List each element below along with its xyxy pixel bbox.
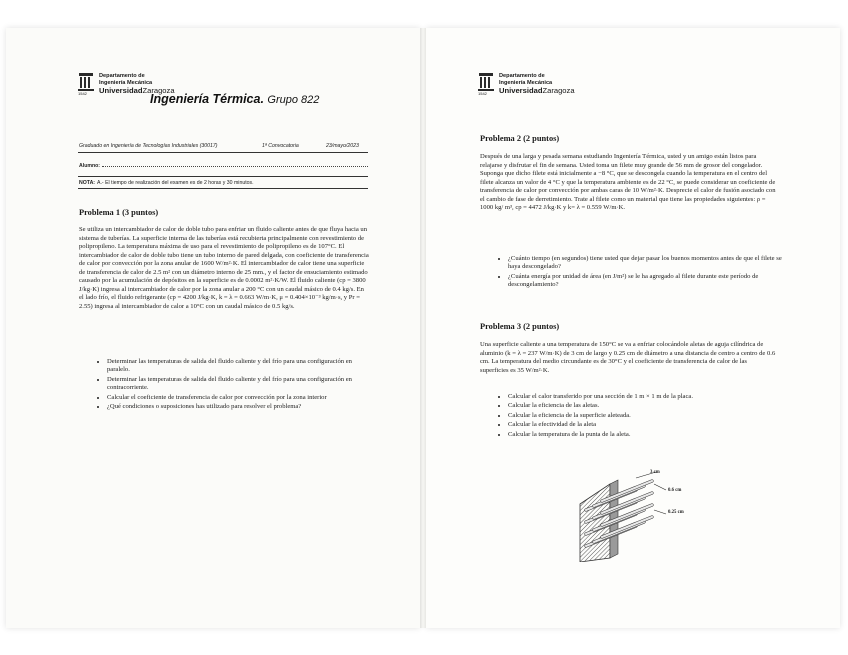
dept-name-line2: Ingeniería Mecánica [99, 79, 153, 86]
page-fold [420, 28, 426, 628]
list-item: • Calcular la eficiencia de la superficie aleteada. [508, 412, 784, 420]
pin-fin-figure [578, 470, 708, 562]
univ-name: Universidad [99, 85, 143, 95]
list-item: • ¿Qué condiciones o suposiciones has utilizado para resolver el problema? [107, 403, 371, 411]
univ-city: Zaragoza [542, 85, 575, 95]
header-rule [78, 152, 368, 153]
list-item: • Calcular la eficiencia de las aletas. [508, 402, 784, 410]
problem2-heading: Problema 2 (2 puntos) [480, 134, 560, 143]
student-label: Alumno: [79, 163, 101, 169]
exam-title: Ingeniería Térmica. Grupo 822 [150, 92, 320, 106]
problem3-heading: Problema 3 (2 puntos) [480, 322, 560, 331]
univ-name: Universidad [499, 85, 543, 95]
dept-name-line1: Departamento de [99, 73, 145, 80]
note-text: A.- El tiempo de realización del examen es de 2 horas y 30 minutos. [97, 180, 254, 186]
problem3-questions [494, 393, 784, 440]
list-item: • Determinar las temperaturas de salida del fluido caliente y del frío para una configuración en paralelo. [107, 358, 371, 375]
problem3-text: Una superficie caliente a una temperatura de 150°C se va a enfriar colocándole aletas de aguja cilíndrica de aluminio (k = λ = 237 W/m·K) de 3 cm de largo y 0.25 cm de diámetro a una distancia de centro a centro de 0.6 cm. La temperatura del medio circundante es de 30°C y el coeficiente de transferencia de calor de las superficies es 35 W/m²·K. [480, 341, 776, 374]
exam-group: Grupo 822 [267, 94, 320, 106]
note-rule [78, 188, 368, 189]
date-line: 23/mayo/2023 [326, 143, 359, 149]
pin-fin-illustration [578, 470, 708, 562]
problem1-questions [93, 358, 371, 412]
univ-city: Zaragoza [142, 85, 175, 95]
list-item: • Calcular la temperatura de la punta de la aleta. [508, 431, 784, 439]
problem2-text: Después de una larga y pesada semana estudiando Ingeniería Térmica, usted y un amigo están listos para relajarse y disfrutar el fin de semana. Usted toma un filete muy grande de 56 mm de grosor del congelador. Suponga que dicho filete está inicialmente a −8 °C, que se descongela cuando la temperatura en el centro del filete alcanza un valor de 4 °C y que la temperatura ambiente es de 22 °C, se puede considerar un coeficiente de transferencia de calor por convección por ambas caras de 10 W/m²·K. Desprecie el calor de fusión asociado con el cambio de fase de derretimiento. Trate al filete como un material que tiene las propiedades siguientes: ρ = 1000 kg/ m³, cp = 4472 J/kg·K y k= λ = 0.559 W/m·K. [480, 153, 776, 211]
dept-name-line2: Ingeniería Mecánica [499, 79, 553, 86]
list-item: • Determinar las temperaturas de salida del fluido caliente y del frío para una configuración en contracorriente. [107, 376, 371, 393]
list-item: • ¿Cuánta energía por unidad de área (en J/m²) se le ha agregado al filete durante este período de descongelamiento? [508, 273, 784, 290]
student-name-line [102, 166, 368, 167]
student-rule [78, 176, 368, 177]
exam-page-left [6, 28, 420, 628]
call-line: 1ª Convocatoria [262, 143, 299, 149]
degree-line: Graduado en Ingeniería de Tecnologías Industriales (30017) [79, 143, 218, 149]
fin-spacing-label: 0.6 cm [668, 488, 682, 493]
list-item: • Calcular el calor transferido por una sección de 1 m × 1 m de la placa. [508, 393, 784, 401]
note-label: NOTA: [79, 180, 96, 186]
problem1-heading: Problema 1 (3 puntos) [79, 208, 159, 217]
problem2-questions [494, 255, 784, 291]
fin-length-label: 3 cm [650, 470, 660, 475]
crest-icon: 1542 [78, 73, 94, 95]
crest-icon: 1542 [478, 73, 494, 95]
list-item: • Calcular la efectividad de la aleta [508, 421, 784, 429]
fin-diameter-label: 0.25 cm [668, 510, 684, 515]
university-logo-right [478, 73, 575, 95]
problem1-text: Se utiliza un intercambiador de calor de doble tubo para enfriar un fluido caliente antes de que fluya hacia un sistema de tuberías. La superficie interna de las tuberías está recubierta principalmente con revestimiento de polipropileno. La temperatura máxima de uso para el revestimiento de polipropileno es de 107°C. El intercambiador de calor de doble tubo tiene un tubo interno de pared delgada, con coeficiente de transferencia de calor por convección por la zona anular de 1600 W/m²·K. El intercambiador de calor tiene una superficie de transferencia de calor de 2.5 m² con un diámetro interno de 25 mm., y el factor de ensuciamiento estimado causado por la acumulación de depósitos en la superficie es de 0.0002 m²·K/W. El fluido caliente (cp = 3800 J/kg·K) ingresa al intercambiador de calor por la zona anular a 200 °C con un caudal másico de 0.4 kg/s. En el lado frío, el fluido refrigerante (cp = 4200 J/kg·K, k = λ = 0.663 W/m·K, μ = 0.404×10⁻³ kg/m·s, y Pr = 2.55) ingresa al intercambiador de calor a 10°C con un caudal másico de 0.5 kg/s. [79, 226, 369, 310]
list-item: • ¿Cuánto tiempo (en segundos) tiene usted que dejar pasar los buenos momentos antes de que el filete se haya descongelado? [508, 255, 784, 272]
dept-name-line1: Departamento de [499, 73, 545, 80]
list-item: • Calcular el coeficiente de transferencia de calor por convección por la zona interior [107, 394, 371, 402]
